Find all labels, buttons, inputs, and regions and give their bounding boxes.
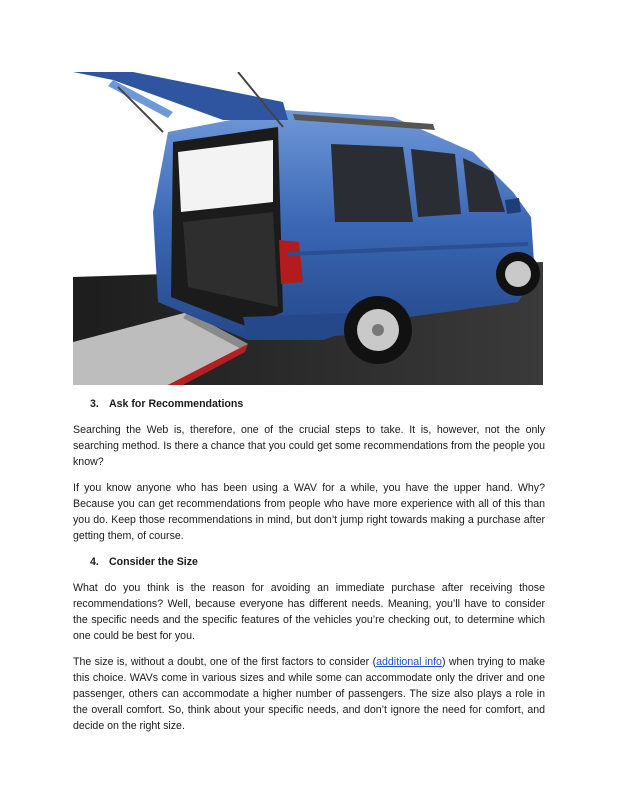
section-heading-4 — [73, 554, 545, 570]
section-number: 3. — [90, 398, 99, 410]
additional-info-link[interactable]: additional info — [376, 656, 442, 668]
paragraph: Searching the Web is, therefore, one of the crucial steps to take. It is, however, not the only searching method. Is there a chance that you could get some recommendations from the people you know? — [73, 424, 545, 468]
text-before-link: The size is, without a doubt, one of the first factors to consider ( — [73, 656, 377, 668]
van-photo — [73, 72, 543, 385]
paragraph-with-link — [73, 654, 545, 734]
paragraph: If you know anyone who has been using a WAV for a while, you have the upper hand. Why? Because you can get recommendations from people who have more experience with all of this than you do. Keep those recommendations in mind, but don’t jump right towards making a purchase after getting them, of course. — [73, 482, 545, 542]
section-title: Ask for Recommendations — [109, 398, 244, 410]
paragraph: What do you think is the reason for avoiding an immediate purchase after receiving those recommendations? Well, because everyone has different needs. Meaning, you’ll have to consider the specific needs and the specific features of the vehicles you’re checking out, to determine which one could be best for you. — [73, 582, 545, 642]
wheelchair-van-illustration — [73, 72, 543, 385]
section-number: 4. — [90, 556, 99, 568]
section-heading-3 — [73, 396, 545, 412]
text-after-link: ) when trying to make this choice. WAVs come in various sizes and while some can accommodate only the driver and one passenger, others can accommodate a higher number of passengers. The size also plays a role in the overall comfort. So, think about your specific needs, and don’t ignore the need for comfort, and decide on the right size. — [73, 656, 545, 732]
article-body — [73, 396, 545, 744]
section-title: Consider the Size — [109, 556, 198, 568]
